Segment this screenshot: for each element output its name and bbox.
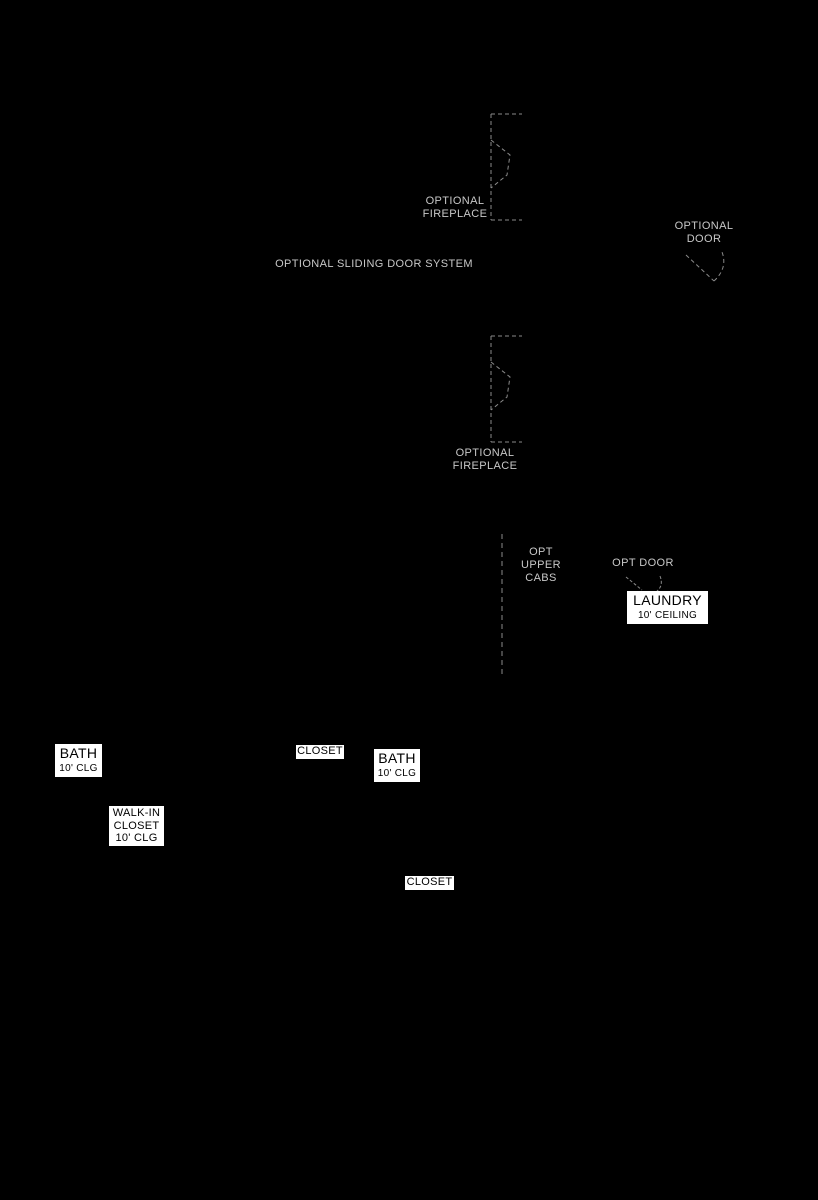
room-name: BATH (378, 750, 416, 766)
opt-door-swing (626, 576, 661, 592)
note-line: FIREPLACE (422, 208, 488, 220)
room-name-line1: WALK-IN (112, 807, 161, 819)
opt-door-note (606, 557, 680, 570)
note-line: FIREPLACE (452, 460, 518, 472)
opt-upper-cabs-note (516, 546, 566, 585)
optional-door-swing (686, 252, 724, 281)
note-line: OPTIONAL (674, 220, 734, 232)
room-ceiling: 10' CLG (115, 832, 158, 844)
optional-door-note (668, 220, 740, 246)
note-line: OPTIONAL (455, 447, 515, 459)
optional-sliding-door-note (274, 258, 474, 271)
optional-fireplace-upper-note (418, 195, 492, 221)
room-ceiling: 10' CLG (59, 763, 98, 774)
room-name: BATH (59, 745, 98, 761)
room-name-line2: CLOSET (113, 819, 160, 832)
note-line: DOOR (686, 233, 722, 245)
room-label-laundry (627, 591, 708, 624)
note-line: OPTIONAL SLIDING DOOR SYSTEM (275, 258, 473, 270)
room-name: CLOSET (406, 876, 453, 888)
room-name: CLOSET (297, 745, 343, 757)
room-label-bath-left (55, 744, 102, 777)
note-line: OPT DOOR (612, 557, 674, 569)
room-label-bath-center (374, 749, 420, 782)
optional-fireplace-lower-note (448, 447, 522, 473)
note-line: CABS (525, 572, 557, 584)
room-ceiling: 10' CEILING (637, 610, 698, 621)
note-line: OPTIONAL (425, 195, 485, 207)
room-label-walk-in-closet (109, 806, 164, 846)
room-ceiling: 10' CLG (377, 768, 417, 779)
fireplace-upper-symbol (491, 114, 522, 220)
room-label-closet-upper (296, 745, 344, 759)
note-line: OPT (529, 546, 553, 558)
room-label-closet-lower (405, 876, 454, 890)
fireplace-lower-symbol (491, 336, 522, 442)
room-name: LAUNDRY (633, 592, 702, 608)
note-line: UPPER (521, 559, 561, 571)
